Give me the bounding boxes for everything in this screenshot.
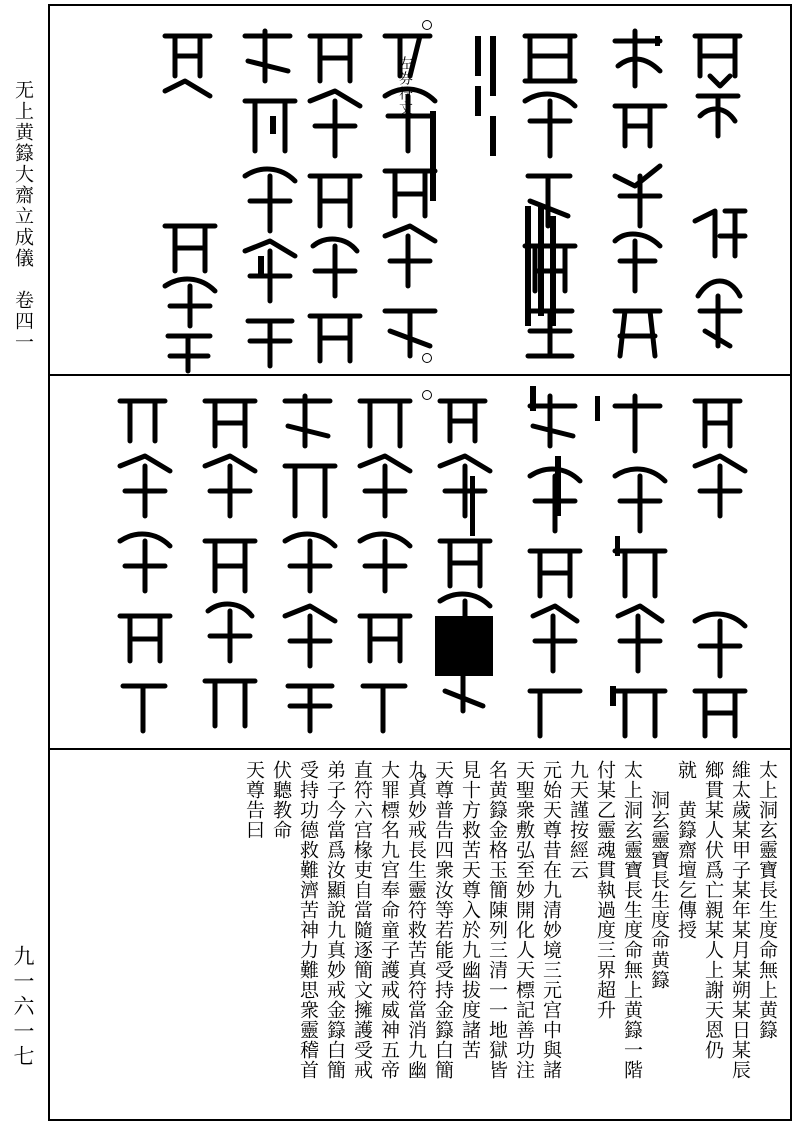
text-line: 見十方救苦天尊入於九幽拔度諸苦 <box>459 760 481 1060</box>
text-line: 鄉貫某人伏爲亡親某人上謝天恩仍 <box>702 760 724 1060</box>
left-talisman-label: 左券符文 <box>397 56 413 116</box>
text-line: 付某乙靈魂貫執過度三界超升 <box>594 760 616 1020</box>
text-line: 大罪標名九宫奉命童子護戒威神五帝 <box>378 760 400 1080</box>
text-line: 維太歲某甲子某年某月某朔某日某辰 <box>729 760 751 1080</box>
text-line: 就 黄籙齋壇乞傳授 <box>675 760 697 940</box>
small-circle-mark <box>422 390 432 400</box>
small-circle-mark <box>422 20 432 30</box>
text-line: 九真妙戒長生靈符救苦真符當消九幽 <box>405 760 427 1080</box>
text-line: 洞玄靈寶長生度命黄籙 <box>648 790 670 990</box>
talisman-panel-top <box>50 6 790 374</box>
book-title: 无上黄籙大齋立成儀 卷四一 <box>12 80 34 353</box>
text-line: 太上洞玄靈寶長生度命無上黄籙一階 <box>621 760 643 1080</box>
page-number: 九一六一七 <box>11 945 35 1070</box>
text-line: 弟子今當爲汝顯說九真妙戒金籙白簡 <box>324 760 346 1080</box>
text-columns <box>240 760 780 1110</box>
text-line: 受持功德救難濟苦神力難思衆靈稽首 <box>297 760 319 1080</box>
talisman-drawing-middle <box>50 376 790 748</box>
text-line: 直符六宫椽吏自當隨逐簡文擁護受戒 <box>351 760 373 1080</box>
text-line: 太上洞玄靈寶長生度命無上黄籙 <box>756 760 778 1040</box>
text-line: 名黄籙金格玉簡陳列三清一一地獄皆 <box>486 760 508 1080</box>
page-frame <box>48 4 792 1121</box>
text-line: 元始天尊昔在九清妙境三元宫中與諸 <box>540 760 562 1080</box>
talisman-panel-middle <box>50 376 790 748</box>
text-line: 天聖衆敷弘至妙開化人天標記善功注 <box>513 760 535 1080</box>
text-line: 九天謹按經云 <box>567 760 589 880</box>
talisman-drawing-top <box>50 6 790 374</box>
text-line: 天尊普告四衆汝等若能受持金籙白簡 <box>432 760 454 1080</box>
small-circle-mark <box>422 353 432 363</box>
text-line: 天尊告曰 <box>243 760 265 840</box>
text-line: 伏聽教命 <box>270 760 292 840</box>
text-panel <box>50 750 790 1119</box>
